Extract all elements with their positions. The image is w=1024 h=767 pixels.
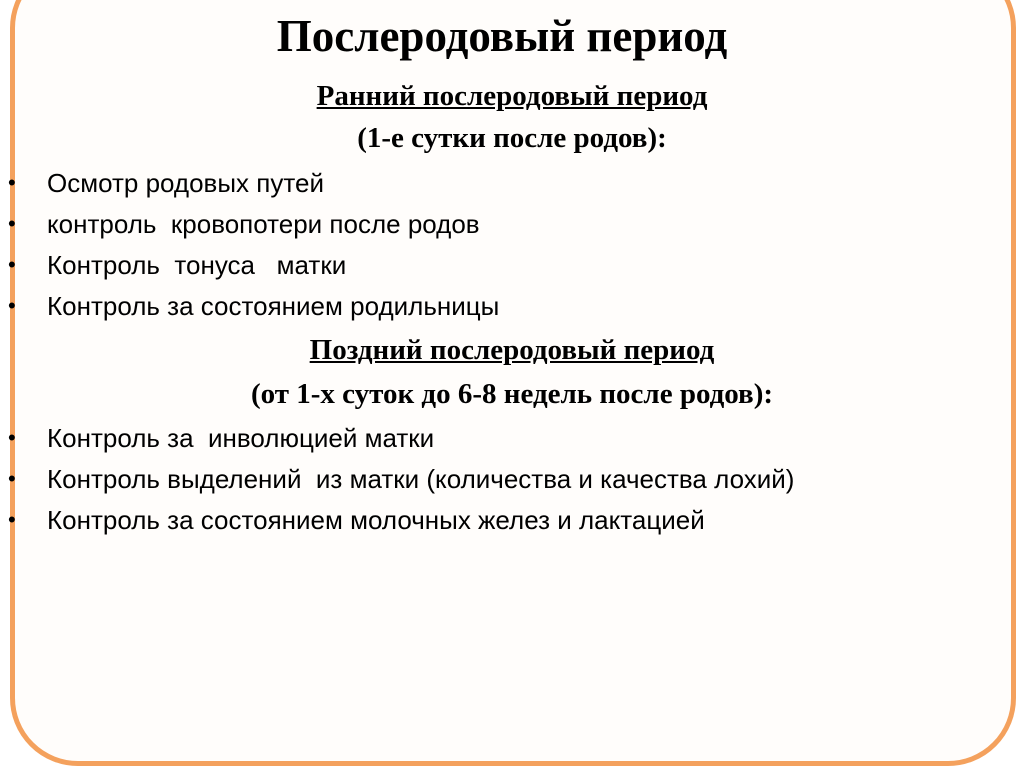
late-period-heading	[0, 336, 1024, 365]
bullet-icon: •	[8, 466, 16, 491]
list-item-text: контроль кровопотери после родов	[47, 209, 480, 239]
early-period-list	[0, 170, 1024, 334]
bullet-icon: •	[8, 425, 16, 450]
list-item-text: Контроль выделений из матки (количества и качества лохий)	[47, 464, 795, 494]
list-item	[0, 211, 1024, 252]
late-period-heading-text: Поздний послеродовый период	[309, 334, 715, 366]
list-item	[0, 252, 1024, 293]
list-item-text: Контроль за состоянием молочных желез и лактацией	[47, 505, 705, 535]
late-period-subheading: (от 1-х суток до 6-8 недель после родов):	[250, 378, 774, 410]
bullet-icon: •	[8, 211, 16, 236]
list-item	[0, 170, 1024, 211]
list-item	[0, 507, 1024, 548]
list-item	[0, 293, 1024, 334]
list-item-text: Контроль тонуса матки	[47, 250, 347, 280]
bullet-icon: •	[8, 293, 16, 318]
early-period-heading	[0, 82, 1024, 111]
bullet-icon: •	[8, 170, 16, 195]
early-period-heading-text: Ранний послеродовый период	[316, 80, 708, 112]
list-item-text: Контроль за инволюцией матки	[47, 423, 435, 453]
late-period-list	[0, 425, 1024, 548]
bullet-icon: •	[8, 252, 16, 277]
early-period-subheading: (1-е сутки после родов):	[357, 122, 667, 154]
list-item-text: Контроль за состоянием родильницы	[47, 291, 500, 321]
list-item	[0, 425, 1024, 466]
list-item-text: Осмотр родовых путей	[47, 168, 324, 198]
bullet-icon: •	[8, 507, 16, 532]
slide-title: Послеродовый период	[276, 11, 728, 61]
list-item	[0, 466, 1024, 507]
